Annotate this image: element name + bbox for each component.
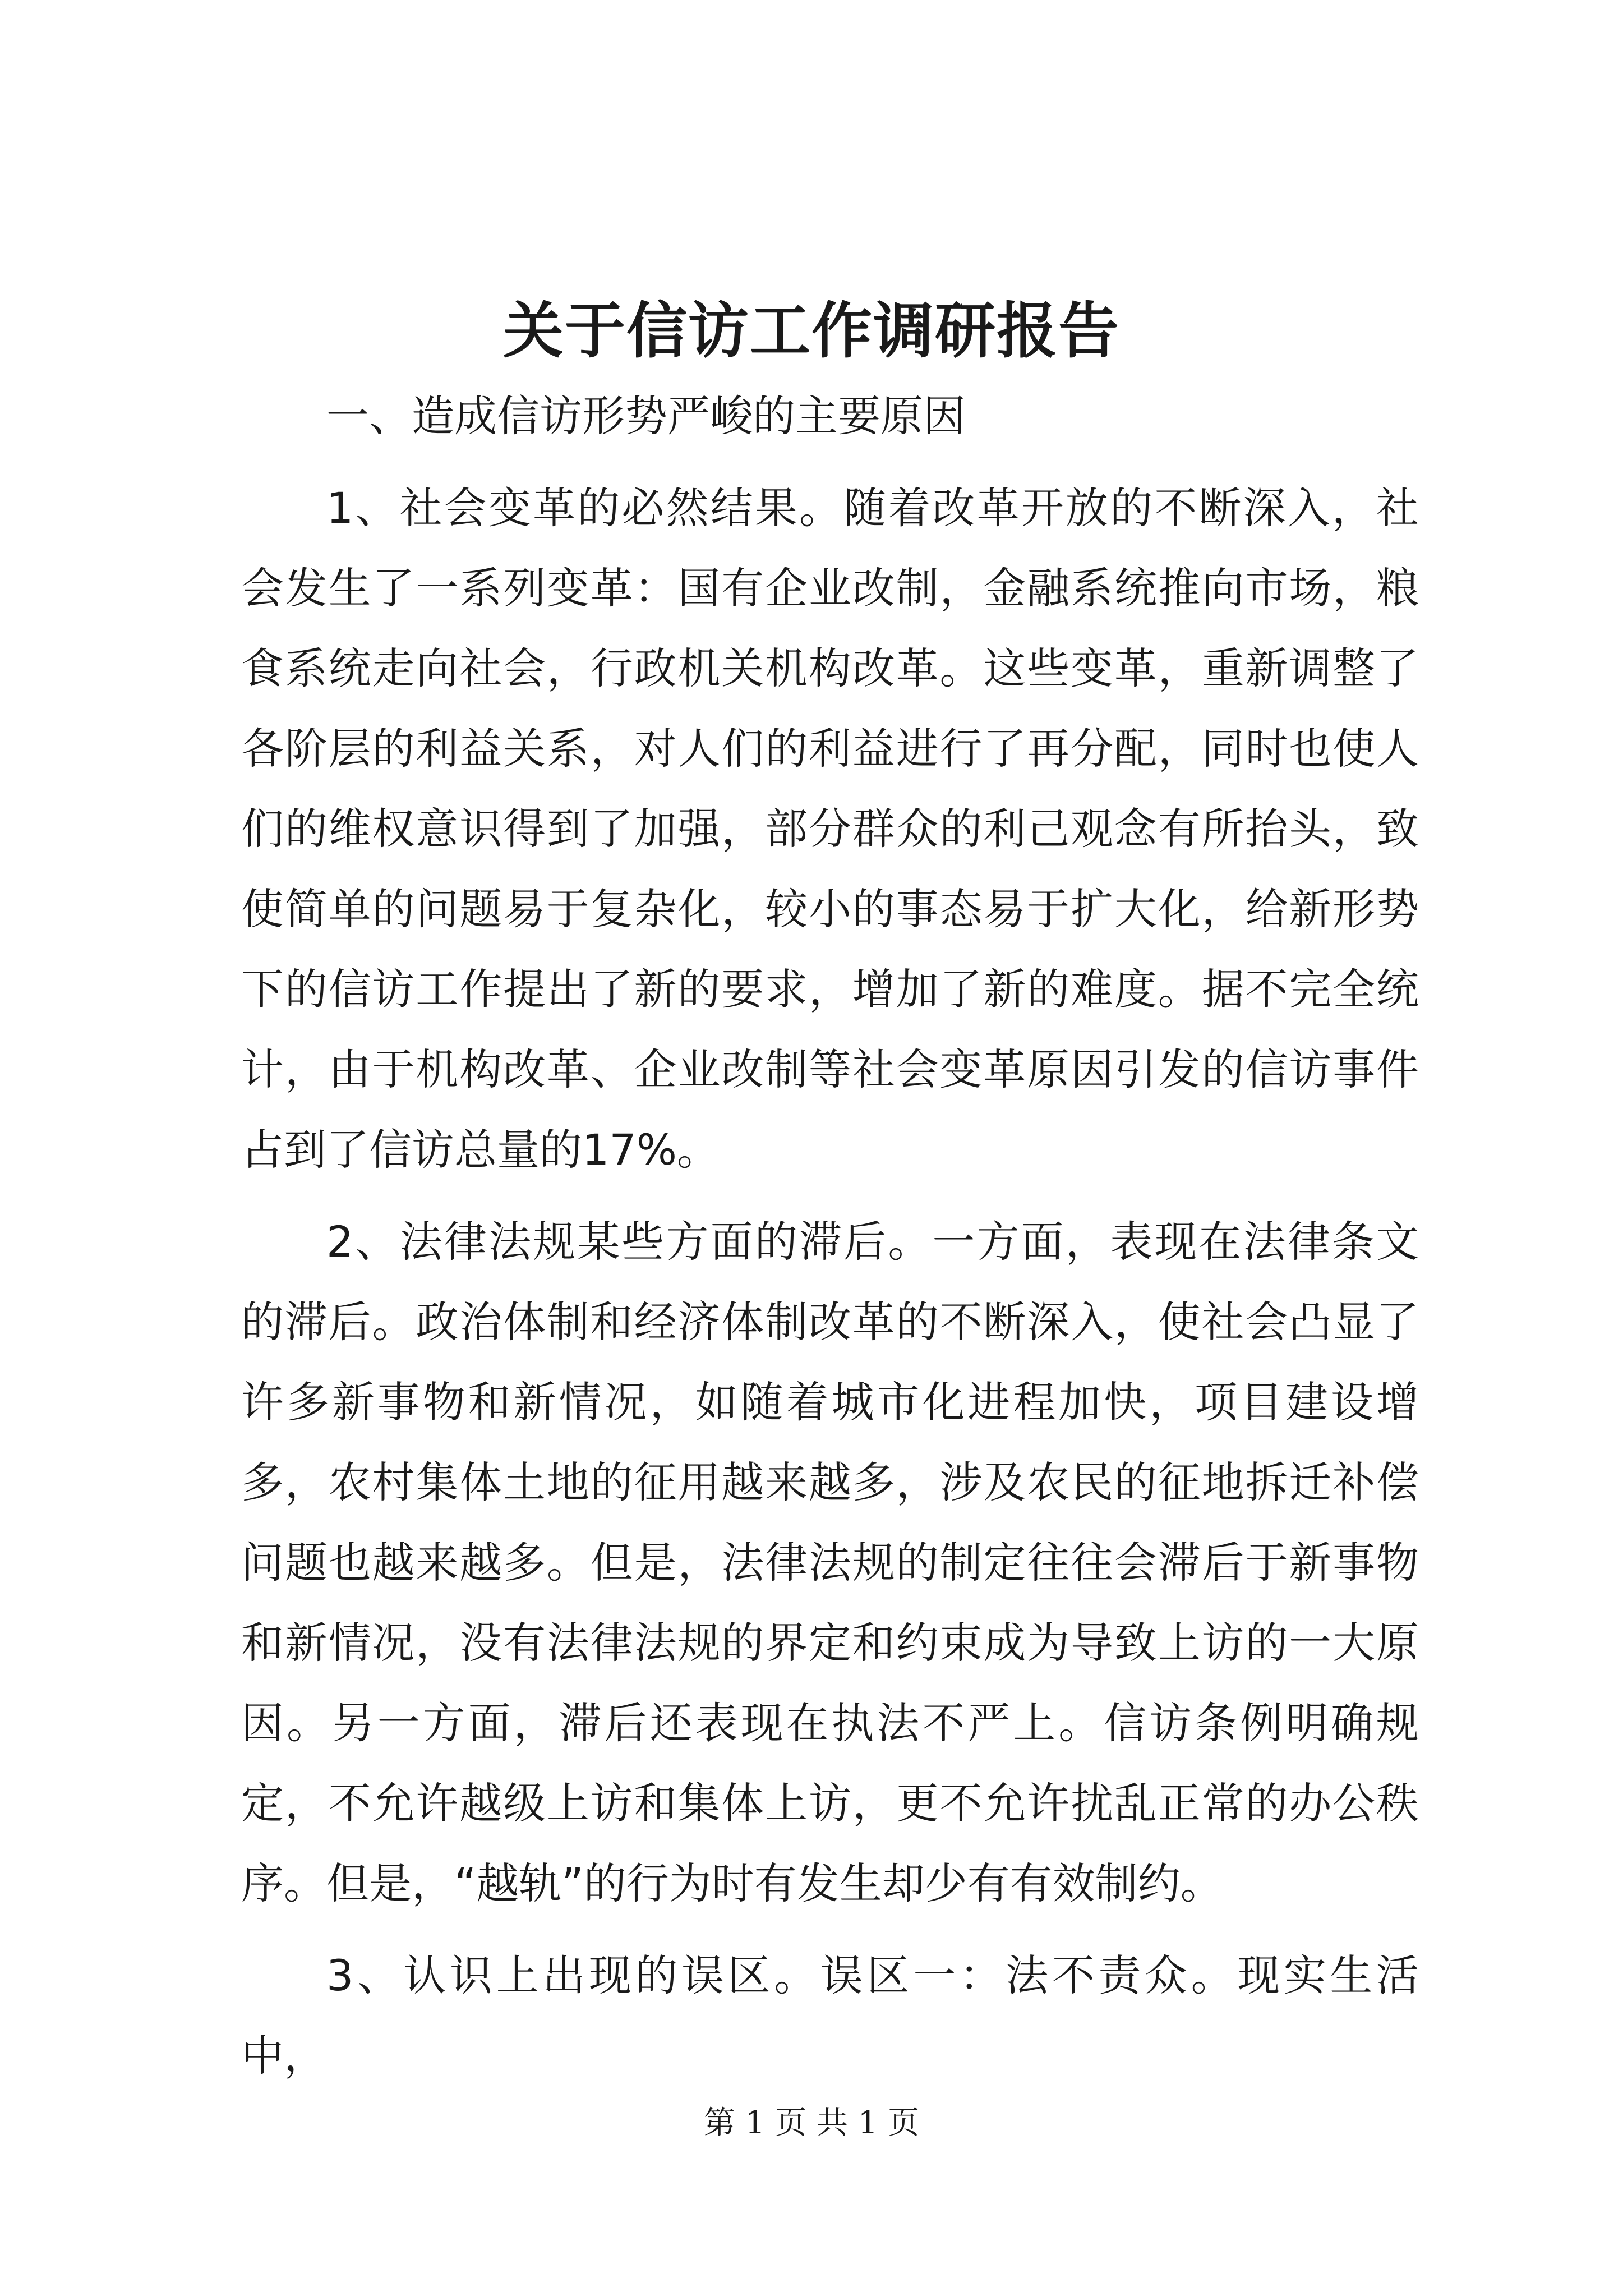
paragraph-2: 2、法律法规某些方面的滞后。一方面，表现在法律条文的滞后。政治体制和经济体制改革的不断深入，使社会凸显了许多新事物和新情况，如随着城市化进程加快，项目建设增多，农村集体土地的征用越来越多，涉及农民的征地拆迁补偿问题也越来越多。但是，法律法规的制定往往会滞后于新事物和新情况，没有法律法规的界定和约束成为导致上访的一大原因。另一方面，滞后还表现在执法不严上。信访条例明确规定，不允许越级上访和集体上访，更不允许扰乱正常的办公秩序。但是，“越轨”的行为时有发生却少有有效制约。: [241, 1217, 1419, 1908]
paragraph-3: 3、认识上出现的误区。误区一：法不责众。现实生活中，: [241, 1950, 1419, 2081]
page-footer: 第 1 页 共 1 页: [703, 2105, 920, 2141]
paragraph-1: 1、社会变革的必然结果。随着改革开放的不断深入，社会发生了一系列变革：国有企业改制，金融系统推向市场，粮食系统走向社会，行政机关机构改革。这些变革，重新调整了各阶层的利益关系，对人们的利益进行了再分配，同时也使人们的维权意识得到了加强，部分群众的利己观念有所抬头，致使简单的问题易于复杂化，较小的事态易于扩大化，给新形势下的信访工作提出了新的要求，增加了新的难度。据不完全统计，由于机构改革、企业改制等社会变革原因引发的信访事件占到了信访总量的17%。: [241, 483, 1419, 1175]
section-heading: 一、造成信访形势严峻的主要原因: [326, 391, 966, 441]
document-title: 关于信访工作调研报告: [502, 296, 1120, 366]
document-body: [241, 376, 1419, 2096]
